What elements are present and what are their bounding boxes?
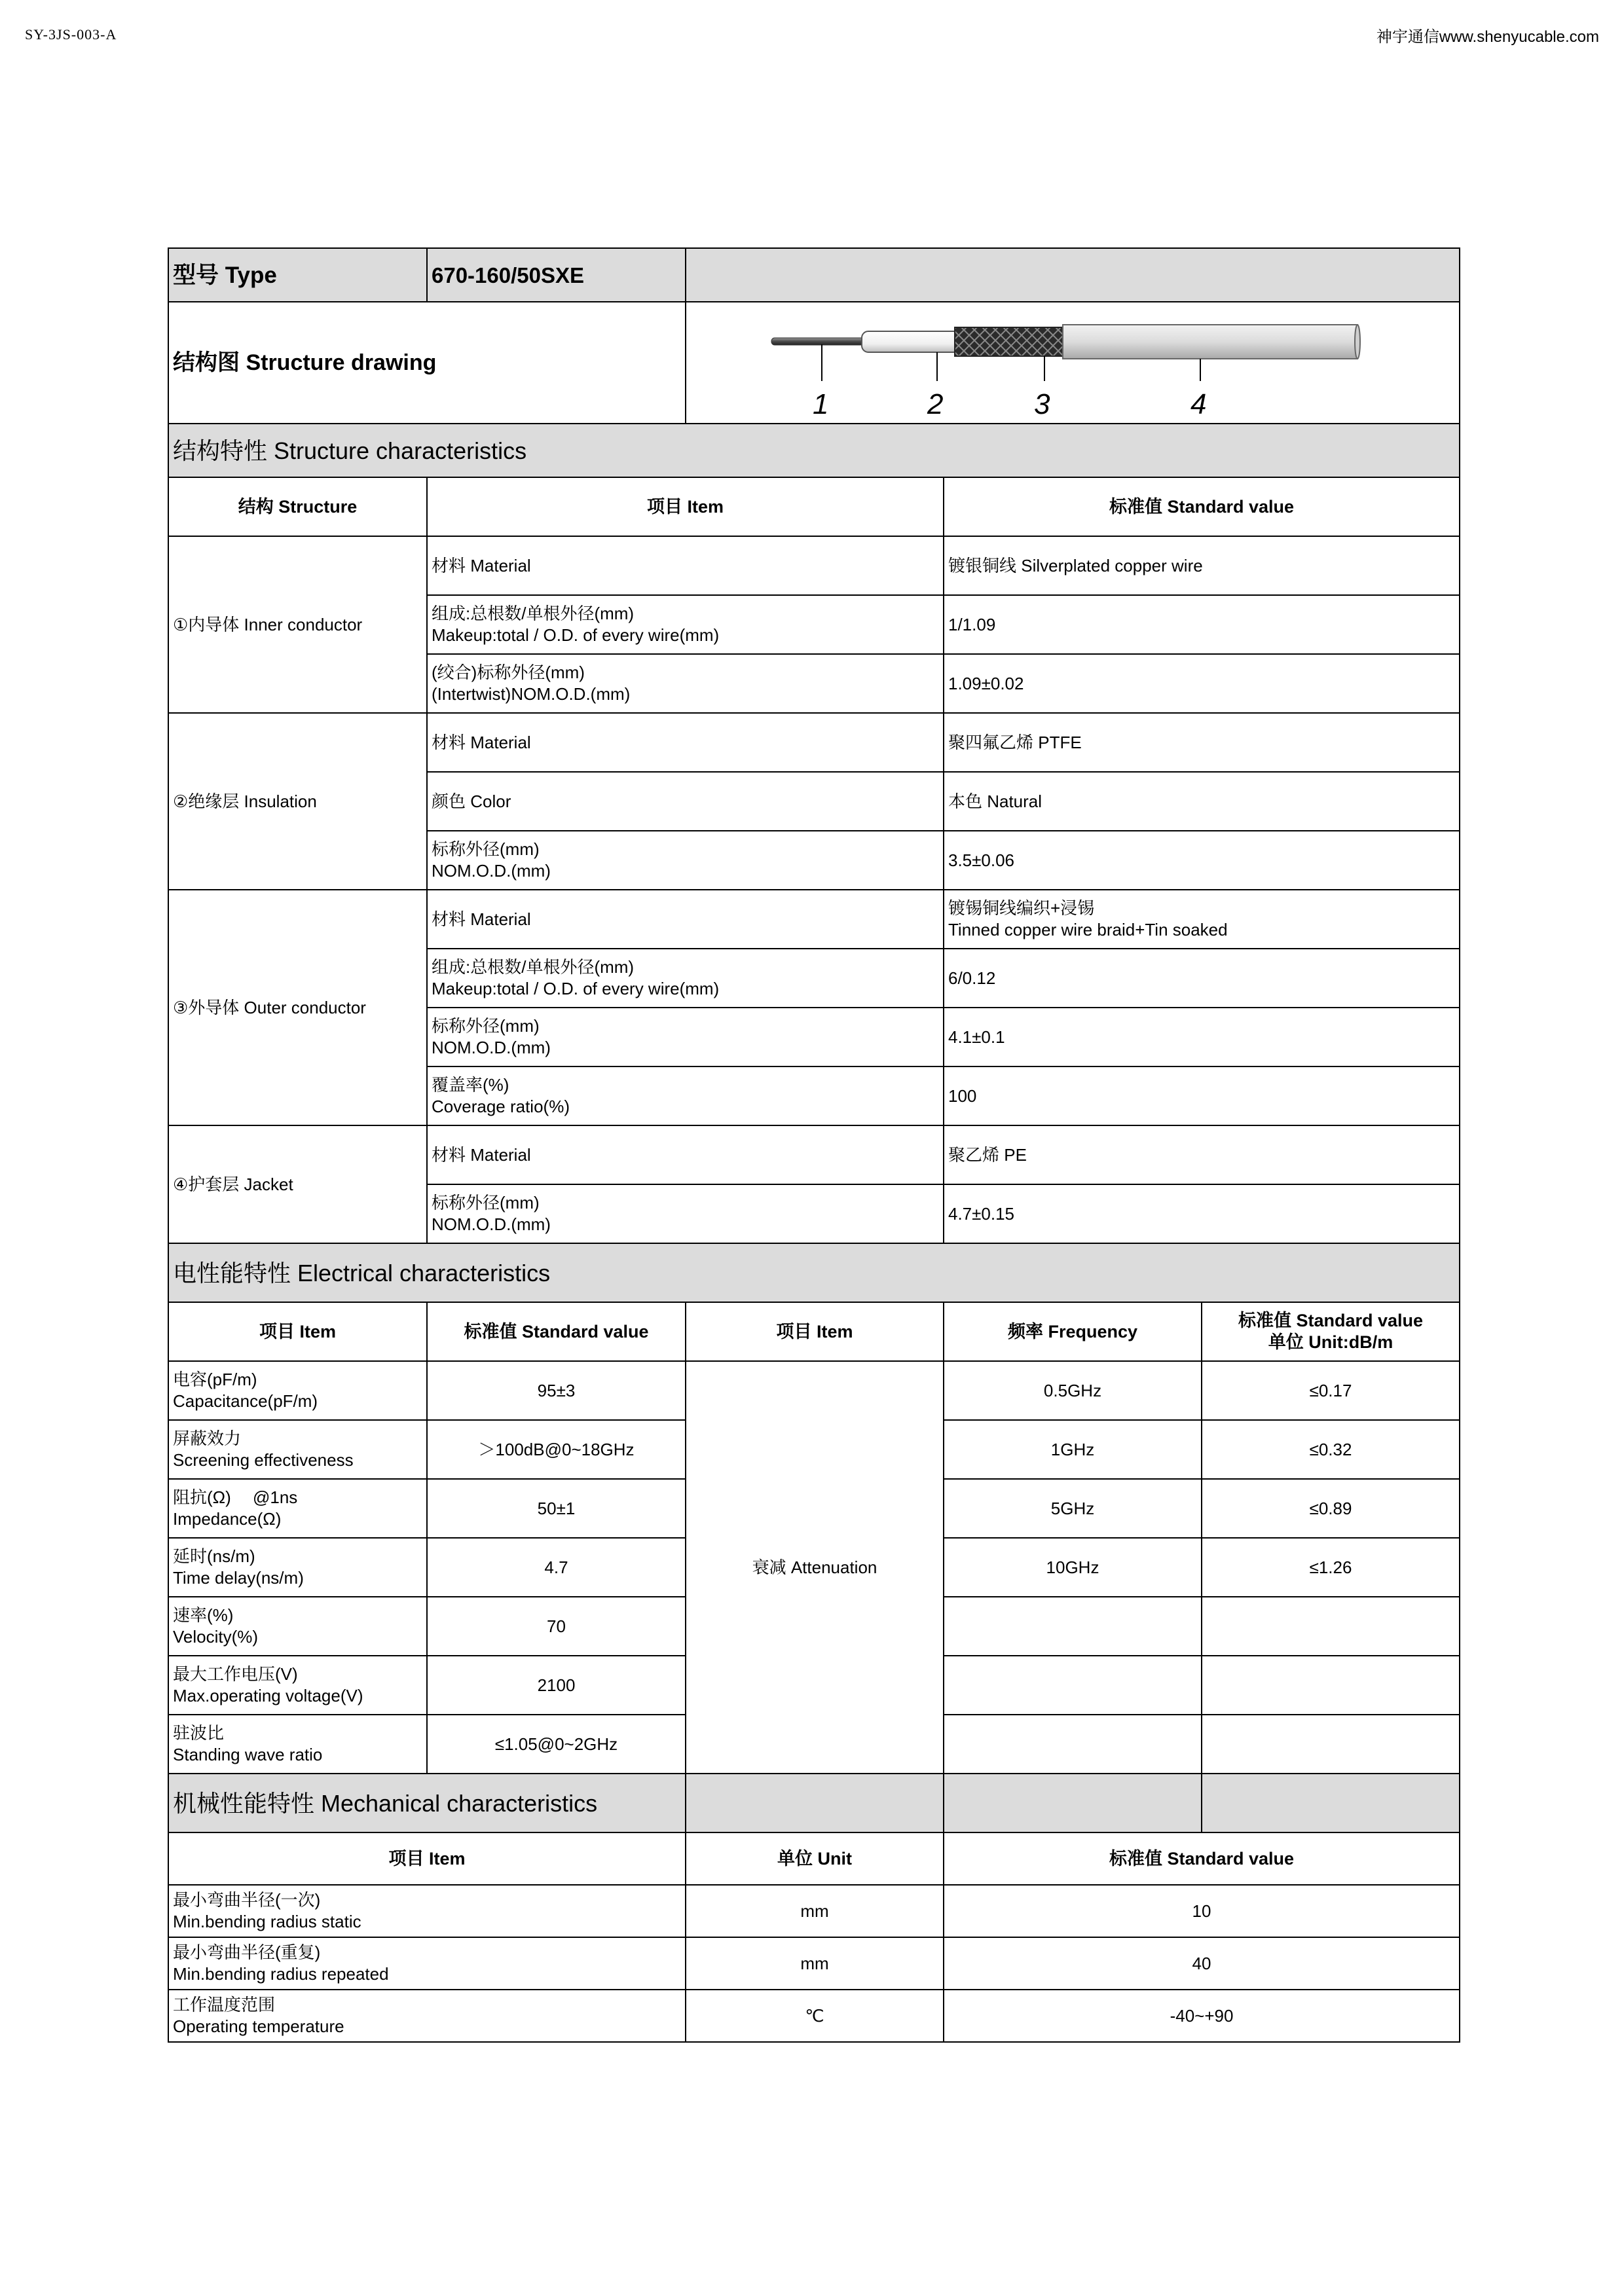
elec-item-cn: 延时(ns/m): [173, 1546, 255, 1566]
item-cell: [427, 595, 944, 654]
table-row: [168, 536, 1460, 595]
item-cell: [427, 949, 944, 1008]
callout-1: 1: [813, 388, 829, 420]
value-line-1: 本色 Natural: [948, 791, 1043, 811]
elec-item-cell: [168, 1361, 427, 1420]
item-line-1: 材料 Material: [432, 1144, 531, 1165]
value-line-1: 聚四氟乙烯 PTFE: [948, 732, 1082, 752]
elec-value-header: 标准值 Standard value: [427, 1302, 686, 1361]
electrical-header-row: [168, 1302, 1460, 1361]
group-name: ④护套层 Jacket: [168, 1125, 427, 1243]
value-line-1: 镀银铜线 Silverplated copper wire: [948, 555, 1203, 575]
elec-item-cell: [168, 1715, 427, 1774]
mech-item-header: 项目 Item: [168, 1832, 686, 1885]
elec-item-cell: [168, 1479, 427, 1538]
attenuation-std-line-2: 单位 Unit:dB/m: [1268, 1332, 1393, 1352]
item-line-1: 材料 Material: [432, 909, 531, 929]
insulation-shape: [862, 331, 960, 352]
mechanical-title-blank: [944, 1774, 1202, 1832]
item-cell: [427, 536, 944, 595]
item-cell: [427, 713, 944, 772]
mech-unit-cell: mm: [686, 1937, 944, 1990]
frequency-cell: 5GHz: [944, 1479, 1202, 1538]
elec-value-cell: 95±3: [427, 1361, 686, 1420]
item-line-2: NOM.O.D.(mm): [432, 1214, 551, 1234]
elec-item-cn: 最大工作电压(V): [173, 1664, 298, 1684]
structure-drawing-label: 结构图 Structure drawing: [168, 302, 686, 424]
elec-value-cell: 2100: [427, 1656, 686, 1715]
value-cell: [944, 890, 1460, 949]
value-line-1: 1/1.09: [948, 614, 996, 634]
attenuation-value-cell: ≤0.17: [1202, 1361, 1460, 1420]
elec-value-cell: 50±1: [427, 1479, 686, 1538]
group-name: ①内导体 Inner conductor: [168, 536, 427, 713]
table-row: [168, 1937, 1460, 1990]
item-line-1: 材料 Material: [432, 555, 531, 575]
mech-item-cn: 工作温度范围: [173, 1995, 276, 2014]
elec-item-cn: 电容(pF/m): [173, 1370, 257, 1389]
table-row: [168, 1885, 1460, 1937]
value-line-1: 100: [948, 1085, 977, 1106]
outer-braid-shape: [955, 327, 1066, 356]
value-cell: [944, 1184, 1460, 1243]
item-cell: [427, 1184, 944, 1243]
value-cell: [944, 1008, 1460, 1066]
frequency-cell: 1GHz: [944, 1420, 1202, 1479]
item-line-1: 标称外径(mm): [432, 839, 540, 859]
type-value: 670-160/50SXE: [427, 248, 686, 302]
item-cell: [427, 831, 944, 890]
structure-drawing-row: [168, 302, 1460, 424]
callout-2: 2: [927, 388, 944, 420]
cable-spec-table: [168, 247, 1460, 2043]
mech-item-en: Operating temperature: [173, 2016, 344, 2036]
value-line-1: 3.5±0.06: [948, 850, 1015, 870]
mech-value-cell: 10: [944, 1885, 1460, 1937]
attenuation-value-cell: [1202, 1597, 1460, 1656]
elec-value-cell: ＞100dB@0~18GHz: [427, 1420, 686, 1479]
company-website: 神宇通信www.shenyucable.com: [1376, 28, 1599, 46]
mech-unit-header: 单位 Unit: [686, 1832, 944, 1885]
attenuation-value-cell: ≤1.26: [1202, 1538, 1460, 1597]
item-line-2: (Intertwist)NOM.O.D.(mm): [432, 684, 631, 704]
item-line-2: NOM.O.D.(mm): [432, 861, 551, 881]
mech-item-cell: [168, 1990, 686, 2042]
document-code: SY-3JS-003-A: [25, 26, 117, 43]
elec-item-en: Capacitance(pF/m): [173, 1391, 318, 1411]
elec-item-en: Max.operating voltage(V): [173, 1686, 363, 1705]
value-line-1: 4.7±0.15: [948, 1203, 1015, 1224]
item-line-1: 标称外径(mm): [432, 1193, 540, 1212]
mech-item-en: Min.bending radius static: [173, 1912, 361, 1931]
elec-item-cell: [168, 1420, 427, 1479]
mech-item-cn: 最小弯曲半径(重复): [173, 1942, 321, 1962]
frequency-header: 频率 Frequency: [944, 1302, 1202, 1361]
frequency-cell: [944, 1597, 1202, 1656]
item-line-2: Makeup:total / O.D. of every wire(mm): [432, 979, 720, 998]
elec-item-cn: 阻抗(Ω) @1ns: [173, 1487, 298, 1507]
item-cell: [427, 1008, 944, 1066]
value-cell: [944, 1066, 1460, 1125]
elec-item-en: Time delay(ns/m): [173, 1568, 304, 1588]
item-line-1: 材料 Material: [432, 732, 531, 752]
value-cell: [944, 654, 1460, 713]
table-row: [168, 1990, 1460, 2042]
attenuation-value-cell: [1202, 1715, 1460, 1774]
value-line-1: 6/0.12: [948, 968, 996, 988]
group-name: ②绝缘层 Insulation: [168, 713, 427, 890]
item-line-1: 组成:总根数/单根外径(mm): [432, 957, 635, 977]
elec-value-cell: ≤1.05@0~2GHz: [427, 1715, 686, 1774]
elec-item-en: Velocity(%): [173, 1627, 259, 1647]
inner-conductor-shape: [771, 338, 866, 345]
mechanical-section-row: [168, 1774, 1460, 1832]
mechanical-title-blank: [686, 1774, 944, 1832]
value-cell: [944, 1125, 1460, 1184]
frequency-cell: 0.5GHz: [944, 1361, 1202, 1420]
frequency-cell: [944, 1715, 1202, 1774]
item-line-1: 覆盖率(%): [432, 1075, 509, 1095]
item-line-2: NOM.O.D.(mm): [432, 1038, 551, 1057]
value-cell: [944, 595, 1460, 654]
frequency-cell: [944, 1656, 1202, 1715]
item-line-1: 组成:总根数/单根外径(mm): [432, 604, 635, 623]
value-line-1: 聚乙烯 PE: [948, 1144, 1027, 1165]
elec-item-cell: [168, 1656, 427, 1715]
item-cell: [427, 890, 944, 949]
elec-item-cell: [168, 1597, 427, 1656]
value-line-1: 4.1±0.1: [948, 1027, 1005, 1047]
type-row: [168, 248, 1460, 302]
item-line-1: 标称外径(mm): [432, 1016, 540, 1036]
elec-item-en: Impedance(Ω): [173, 1509, 282, 1529]
mech-unit-cell: mm: [686, 1885, 944, 1937]
attenuation-std-line-1: 标准值 Standard value: [1238, 1311, 1424, 1330]
attenuation-value-cell: ≤0.89: [1202, 1479, 1460, 1538]
type-label: 型号 Type: [168, 248, 427, 302]
mech-value-cell: 40: [944, 1937, 1460, 1990]
value-cell: [944, 831, 1460, 890]
attenuation-value-cell: [1202, 1656, 1460, 1715]
elec-item2-header: 项目 Item: [686, 1302, 944, 1361]
value-line-1: 1.09±0.02: [948, 673, 1024, 693]
value-cell: [944, 536, 1460, 595]
mech-value-cell: -40~+90: [944, 1990, 1460, 2042]
mech-item-cell: [168, 1885, 686, 1937]
frequency-cell: 10GHz: [944, 1538, 1202, 1597]
cable-structure-drawing: [686, 304, 1459, 422]
value-line-2: Tinned copper wire braid+Tin soaked: [948, 920, 1228, 939]
item-line-1: (绞合)标称外径(mm): [432, 663, 585, 682]
item-cell: [427, 654, 944, 713]
elec-item-cell: [168, 1538, 427, 1597]
mech-value-header: 标准值 Standard value: [944, 1832, 1460, 1885]
item-line-1: 颜色 Color: [432, 791, 511, 811]
value-line-1: 镀锡铜线编织+浸锡: [948, 898, 1095, 918]
callout-4: 4: [1190, 388, 1207, 420]
item-cell: [427, 772, 944, 831]
elec-item-header: 项目 Item: [168, 1302, 427, 1361]
mech-item-en: Min.bending radius repeated: [173, 1964, 389, 1984]
elec-item-cn: 屏蔽效力: [173, 1429, 242, 1448]
item-line-2: Makeup:total / O.D. of every wire(mm): [432, 625, 720, 645]
attenuation-std-header: [1202, 1302, 1460, 1361]
electrical-section-title: 电性能特性 Electrical characteristics: [168, 1243, 1460, 1302]
item-col-header: 项目 Item: [427, 477, 944, 536]
mechanical-title-blank: [1202, 1774, 1460, 1832]
table-row: [168, 1361, 1460, 1420]
jacket-shape: [1063, 325, 1357, 359]
value-cell: [944, 713, 1460, 772]
electrical-section-row: [168, 1243, 1460, 1302]
structure-col-header: 结构 Structure: [168, 477, 427, 536]
mechanical-section-title: 机械性能特性 Mechanical characteristics: [168, 1774, 686, 1832]
table-row: [168, 890, 1460, 949]
elec-value-cell: 4.7: [427, 1538, 686, 1597]
elec-item-cn: 速率(%): [173, 1605, 234, 1625]
structure-section-row: [168, 424, 1460, 477]
mech-item-cell: [168, 1937, 686, 1990]
mechanical-header-row: [168, 1832, 1460, 1885]
elec-value-cell: 70: [427, 1597, 686, 1656]
elec-item-en: Screening effectiveness: [173, 1450, 354, 1470]
item-cell: [427, 1125, 944, 1184]
value-col-header: 标准值 Standard value: [944, 477, 1460, 536]
attenuation-label: 衰减 Attenuation: [686, 1361, 944, 1774]
item-cell: [427, 1066, 944, 1125]
structure-drawing-cell: [686, 302, 1460, 424]
table-row: [168, 713, 1460, 772]
value-cell: [944, 772, 1460, 831]
mech-unit-cell: ℃: [686, 1990, 944, 2042]
structure-section-title: 结构特性 Structure characteristics: [168, 424, 1460, 477]
elec-item-cn: 驻波比: [173, 1723, 225, 1743]
group-name: ③外导体 Outer conductor: [168, 890, 427, 1125]
elec-item-en: Standing wave ratio: [173, 1745, 323, 1764]
item-line-2: Coverage ratio(%): [432, 1097, 570, 1116]
value-cell: [944, 949, 1460, 1008]
attenuation-value-cell: ≤0.32: [1202, 1420, 1460, 1479]
mech-item-cn: 最小弯曲半径(一次): [173, 1890, 321, 1910]
structure-header-row: [168, 477, 1460, 536]
type-empty-cell: [686, 248, 1460, 302]
table-row: [168, 1125, 1460, 1184]
callout-3: 3: [1034, 388, 1050, 420]
